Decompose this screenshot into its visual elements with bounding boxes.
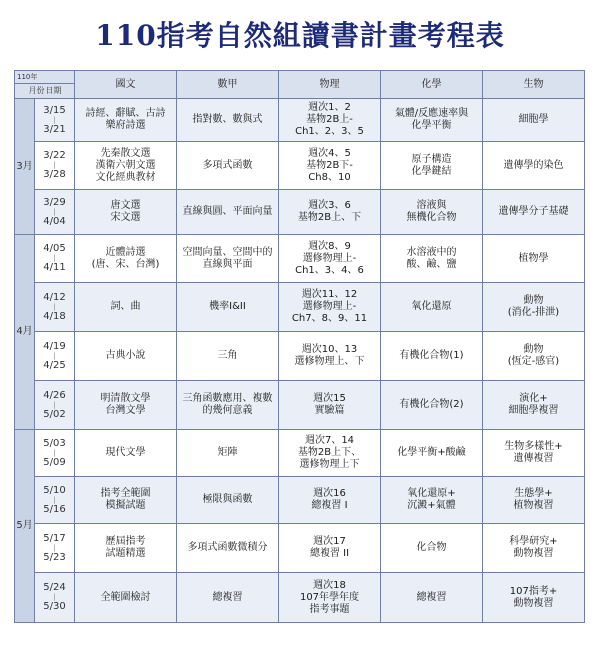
table-row [15,283,585,332]
cell-math: 總複習 [177,573,279,623]
date-range-cell [35,190,75,235]
date-start: 5/24 [43,582,66,593]
cell-chemistry: 溶液與 無機化合物 [381,190,483,235]
date-range-cell [35,332,75,381]
cell-math: 直線與圓、平面向量 [177,190,279,235]
date-separator: | [53,593,56,601]
cell-chinese: 全範圍檢討 [75,573,177,623]
cell-biology: 細胞學 [483,99,585,142]
cell-math: 空間向量、空間中的 直線與平面 [177,235,279,283]
cell-chinese: 近體詩選 (唐、宋、台灣) [75,235,177,283]
date-start: 3/22 [43,150,66,161]
cell-physics: 週次10、13 選修物理上、下 [279,332,381,381]
date-range-cell [35,430,75,477]
corner-header [15,71,75,99]
date-separator: | [53,543,56,552]
date-separator: | [53,400,56,409]
cell-chinese: 歷屆指考 試題精選 [75,524,177,573]
cell-biology: 生態學+ 植物複習 [483,477,585,524]
date-end: 4/18 [43,310,66,322]
study-schedule-table [14,70,585,623]
date-range-cell [35,142,75,190]
date-end: 4/25 [43,359,66,371]
date-end: 5/23 [43,551,66,563]
page-title: 110指考自然組讀書計畫考程表 [95,19,505,52]
date-start: 5/03 [43,437,66,449]
date-start: 5/10 [43,484,66,496]
date-range-cell [35,477,75,524]
table-row [15,190,585,235]
cell-math: 指對數、數與式 [177,99,279,142]
cell-biology: 生物多樣性+ 遺傳複習 [483,430,585,477]
date-separator: | [53,161,56,169]
cell-math: 矩陣 [177,430,279,477]
cell-math: 三角函數應用、複數 的幾何意義 [177,381,279,430]
date-start: 4/12 [43,291,66,303]
table-row [15,477,585,524]
cell-chemistry: 原子構造 化學鍵結 [381,142,483,190]
table-row [15,524,585,573]
month-cell: 4月 [15,235,35,430]
date-end: 3/21 [43,123,66,135]
date-end: 5/30 [43,601,66,612]
cell-biology: 107指考+ 動物複習 [483,573,585,623]
cell-biology: 動物 (消化-排泄) [483,283,585,332]
subject-header-chinese: 國文 [75,71,177,99]
cell-physics: 週次8、9 選修物理上- Ch1、3、4、6 [279,235,381,283]
table-row [15,332,585,381]
cell-chemistry: 氧化還原+ 沉澱+氣體 [381,477,483,524]
date-start: 3/29 [43,196,66,208]
date-separator: | [53,302,56,311]
cell-biology: 科學研究+ 動物複習 [483,524,585,573]
month-cell: 3月 [15,99,35,235]
cell-math: 三角 [177,332,279,381]
cell-biology: 演化+ 細胞學複習 [483,381,585,430]
date-end: 4/11 [43,262,66,273]
cell-chemistry: 氣體/反應速率與 化學平衡 [381,99,483,142]
date-separator: | [53,115,56,124]
cell-chemistry: 化合物 [381,524,483,573]
cell-math: 多項式函數微積分 [177,524,279,573]
date-range-cell [35,235,75,283]
month-header: 月份 [28,86,45,95]
date-end: 5/09 [43,456,66,468]
cell-physics: 週次3、6 基物2B上、下 [279,190,381,235]
cell-physics: 週次11、12 選修物理上- Ch7、8、9、11 [279,283,381,332]
date-start: 4/26 [43,389,66,401]
date-range-cell [35,283,75,332]
cell-chemistry: 有機化合物(1) [381,332,483,381]
date-end: 4/04 [43,215,66,227]
cell-chinese: 詞、曲 [75,283,177,332]
cell-chinese: 指考全範圍 模擬試題 [75,477,177,524]
cell-biology: 遺傳學的染色 [483,142,585,190]
cell-physics: 週次17 總複習 II [279,524,381,573]
cell-chinese: 現代文學 [75,430,177,477]
subject-header-chemistry: 化學 [381,71,483,99]
cell-chinese: 唐文選 宋文選 [75,190,177,235]
date-end: 5/16 [43,503,66,515]
cell-chemistry: 氧化還原 [381,283,483,332]
table-row [15,381,585,430]
cell-chinese: 明清散文學 台灣文學 [75,381,177,430]
date-start: 4/05 [43,243,66,254]
cell-chemistry: 水溶液中的 酸、鹼、鹽 [381,235,483,283]
table-row [15,430,585,477]
date-separator: | [53,351,56,360]
date-range-cell [35,381,75,430]
date-range-cell [35,524,75,573]
table-row [15,573,585,623]
cell-physics: 週次1、2 基物2B上- Ch1、2、3、5 [279,99,381,142]
date-end: 5/02 [43,408,66,420]
cell-chinese: 古典小說 [75,332,177,381]
date-separator: | [53,207,56,216]
date-end: 3/28 [43,169,66,180]
cell-biology: 植物學 [483,235,585,283]
date-range-cell [35,99,75,142]
month-cell: 5月 [15,430,35,623]
date-header: 日期 [45,86,62,95]
cell-physics: 週次18 107年學年度 指考事題 [279,573,381,623]
date-start: 3/15 [43,104,66,116]
date-separator: | [53,254,56,262]
cell-math: 機率I&II [177,283,279,332]
date-separator: | [53,448,56,457]
cell-chemistry: 總複習 [381,573,483,623]
table-row [15,235,585,283]
cell-physics: 週次7、14 基物2B上下、 選修物理上下 [279,430,381,477]
date-separator: | [53,495,56,504]
cell-chemistry: 化學平衡+酸鹼 [381,430,483,477]
cell-chinese: 先秦散文選 漢衛六朝文選 文化經典教材 [75,142,177,190]
year-label: 110年 [15,71,74,84]
cell-chinese: 詩經、辭賦、古詩 樂府詩選 [75,99,177,142]
cell-biology: 遺傳學分子基礎 [483,190,585,235]
subject-header-physics: 物理 [279,71,381,99]
cell-physics: 週次4、5 基物2B下- Ch8、10 [279,142,381,190]
cell-math: 多項式函數 [177,142,279,190]
cell-physics: 週次15 實驗篇 [279,381,381,430]
cell-biology: 動物 (恆定-感官) [483,332,585,381]
date-start: 4/19 [43,340,66,352]
cell-chemistry: 有機化合物(2) [381,381,483,430]
table-row [15,99,585,142]
cell-math: 極限與函數 [177,477,279,524]
subject-header-biology: 生物 [483,71,585,99]
subject-header-math: 數甲 [177,71,279,99]
table-header-row [15,71,585,99]
cell-physics: 週次16 總複習 I [279,477,381,524]
table-row [15,142,585,190]
date-start: 5/17 [43,532,66,544]
date-range-cell [35,573,75,623]
